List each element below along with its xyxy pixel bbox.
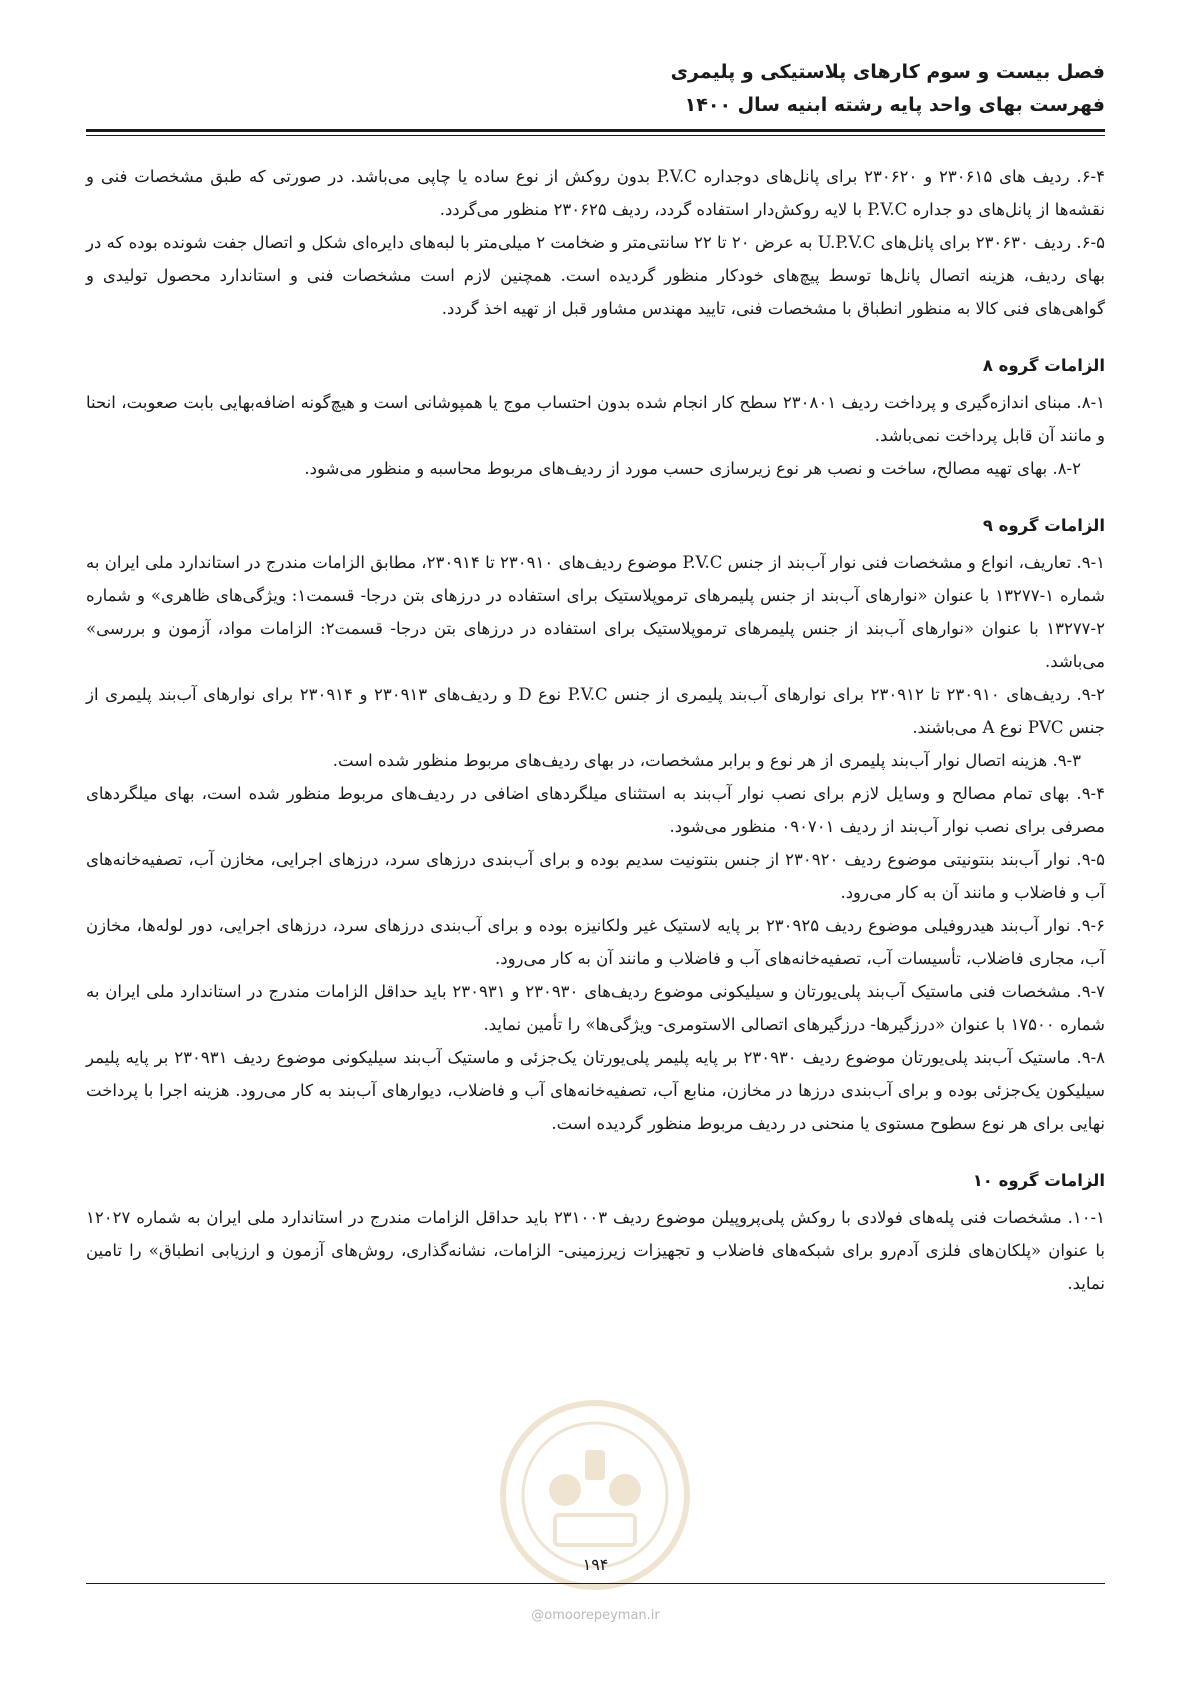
paragraph-9-8: ۹-۸. ماستیک آب‌بند پلی‌یورتان موضوع ردیف ۲۳۰۹۳۰ بر پایه پلیمر پلی‌یورتان یک‌جزئی و ماستیک آب‌بند سیلیکونی موضوع ردیف ۲۳۰۹۳۱ بر پایه پلیمر سیلیکون یک‌جزئی بوده و برای آب‌بندی درزها در مخازن، منابع آب، تصفیه‌خانه‌های آب و فاضلاب، دیوارهای آب‌بند به کار می‌رود. هزینه اجرا با پرداخت نهایی برای هر نوع سطوح مستوی یا منحنی در ردیف مربوط منظور گردیده است. — [86, 1048, 1106, 1133]
paragraph-10-1: ۱۰-۱. مشخصات فنی پله‌های فولادی با روکش پلی‌پروپیلن موضوع ردیف ۲۳۱۰۰۳ باید حداقل الزامات مندرج در استاندارد ملی ایران به شماره ۱۲۰۲۷ با عنوان «پلکان‌های فلزی آدم‌رو برای شبکه‌های فاضلاب و تجهیزات زیرزمینی- الزامات، نشانه‌گذاری، روش‌های آزمون و ارزیابی انطباق» را تامین نماید. — [86, 1208, 1105, 1293]
heading-group-10: الزامات گروه ۱۰ — [972, 1171, 1105, 1190]
paragraph-9-5: ۹-۵. نوار آب‌بند بنتونیتی موضوع ردیف ۲۳۰۹۲۰ از جنس بنتونیت سدیم بوده و برای آب‌بندی درزهای سرد، درزهای اجرایی، مخازن آب، تصفیه‌خانه‌های آب و فاضلاب و مانند آن به کار می‌رود. — [86, 850, 1105, 902]
page-content — [86, 160, 1105, 1300]
paragraph-9-4: ۹-۴. بهای تمام مصالح و وسایل لازم برای نصب نوار آب‌بند به استثنای میلگردهای اضافی در ردیف‌های مربوط منظور شده است، بهای میلگردهای مصرفی برای نصب نوار آب‌بند از ردیف ۰۹۰۷۰۱ منظور می‌شود. — [86, 784, 1105, 836]
heading-group-8: الزامات گروه ۸ — [982, 356, 1105, 375]
paragraph-9-1: ۹-۱. تعاریف، انواع و مشخصات فنی نوار آب‌بند از جنس P.V.C موضوع ردیف‌های ۲۳۰۹۱۰ تا ۲۳۰۹۱۴، مطابق الزامات مندرج در استاندارد ملی ایران به شماره ۱-۱۳۲۷۷ با عنوان «نوارهای آب‌بند از جنس پلیمرهای ترموپلاستیک برای استفاده در درزهای بتن درجا- قسمت۱: ویژگی‌های ظاهری» و شماره ۲-۱۳۲۷۷ با عنوان «نوارهای آب‌بند از جنس پلیمرهای ترموپلاستیک برای استفاده در درزهای بتن درجا- قسمت۲: الزامات مواد، آزمون و بررسی» می‌باشد. — [86, 553, 1106, 671]
footer-rule — [86, 1583, 1105, 1584]
page-header — [86, 56, 1105, 122]
paragraph-9-6: ۹-۶. نوار آب‌بند هیدروفیلی موضوع ردیف ۲۳۰۹۲۵ بر پایه لاستیک غیر ولکانیزه بوده و برای آب‌بندی درزهای سرد، درزهای اجرایی، دور لوله‌ها، مخازن آب، مجاری فاضلاب، تأسیسات آب، تصفیه‌خانه‌های آب و فاضلاب و مانند آن به کار می‌رود. — [86, 916, 1105, 968]
paragraph-6-5: ۶-۵. ردیف ۲۳۰۶۳۰ برای پانل‌های U.P.V.C به عرض ۲۰ تا ۲۲ سانتی‌متر و ضخامت ۲ میلی‌متر با لبه‌های دایره‌ای شکل و اتصال جفت شونده بوده که در بهای ردیف، هزینه اتصال پانل‌ها توسط پیچ‌های خودکار منظور گردیده است. همچنین لازم است مشخصات فنی و استاندارد محصول تولیدی و گواهی‌های فنی کالا به منظور انطباق با مشخصات فنی، تایید مهندس مشاور قبل از تهیه اخذ گردد. — [86, 233, 1105, 318]
footer-website-link[interactable]: @omoorepeyman.ir — [531, 1608, 660, 1623]
header-rule-thin — [86, 135, 1105, 136]
paragraph-8-2: ۸-۲. بهای تهیه مصالح، ساخت و نصب هر نوع زیرسازی حسب مورد از ردیف‌های مربوط محاسبه و منظور می‌شود. — [304, 459, 1081, 478]
document-title: فهرست بهای واحد پایه رشته ابنیه سال ۱۴۰۰ — [684, 94, 1105, 116]
page-number: ۱۹۴ — [582, 1555, 609, 1574]
paragraph-9-3: ۹-۳. هزینه اتصال نوار آب‌بند پلیمری از هر نوع و برابر مشخصات، در بهای ردیف‌های مربوط منظور شده است. — [332, 751, 1081, 770]
paragraph-9-2: ۹-۲. ردیف‌های ۲۳۰۹۱۰ تا ۲۳۰۹۱۲ برای نوارهای آب‌بند پلیمری از جنس P.V.C نوع D و ردیف‌های ۲۳۰۹۱۳ و ۲۳۰۹۱۴ برای نوارهای آب‌بند پلیمری از جنس PVC نوع A می‌باشند. — [86, 685, 1106, 737]
heading-group-9: الزامات گروه ۹ — [982, 516, 1105, 535]
paragraph-8-1: ۸-۱. مبنای اندازه‌گیری و پرداخت ردیف ۲۳۰۸۰۱ سطح کار انجام شده بدون احتساب موج یا همپوشانی است و هیچ‌گونه اضافه‌بهایی بابت صعوبت، انحنا و مانند آن قابل پرداخت نمی‌باشد. — [86, 393, 1106, 445]
header-rule-thick — [86, 129, 1105, 132]
chapter-title: فصل بیست و سوم کارهای پلاستیکی و پلیمری — [670, 61, 1105, 83]
paragraph-9-7: ۹-۷. مشخصات فنی ماستیک آب‌بند پلی‌یورتان و سیلیکونی موضوع ردیف‌های ۲۳۰۹۳۰ و ۲۳۰۹۳۱ باید حداقل الزامات مندرج در استاندارد ملی ایران به شماره ۱۷۵۰۰ با عنوان «درزگیرها- درزگیرهای اتصالی الاستومری- ویژگی‌ها» را تأمین نماید. — [86, 982, 1106, 1034]
paragraph-6-4: ۶-۴. ردیف های ۲۳۰۶۱۵ و ۲۳۰۶۲۰ برای پانل‌های دوجداره P.V.C بدون روکش از نوع ساده یا چاپی می‌باشد. در صورتی که طبق مشخصات فنی و نقشه‌ها از پانل‌های دو جداره P.V.C با لایه روکش‌دار استفاده گردد، ردیف ۲۳۰۶۲۵ منظور می‌گردد. — [86, 167, 1105, 219]
